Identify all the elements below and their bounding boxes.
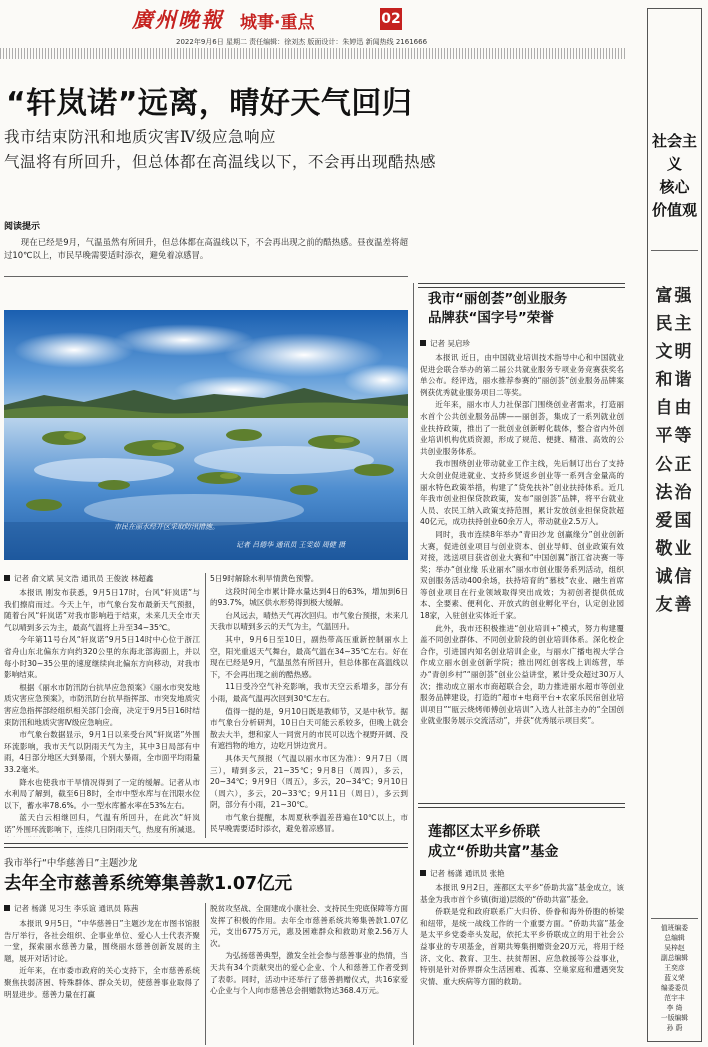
lead-byline: 记者 俞文斌 吴文浩 通讯员 王俊波 林超鑫 (4, 573, 153, 584)
jobs-byline: 记者 吴启珍 (420, 338, 470, 349)
section-title: 城事·重点 (240, 13, 315, 33)
charity-column-1: 本报讯 9月5日，“中华慈善日”主题沙龙在市图书馆报告厅举行，各社会组织、企事业单位、爱心人士代表齐聚一堂，探索丽水慈善力量，围绕丽水慈善创新发展的主题，展开对话讨论。 近年来，在市委市政府的关心支持下，全市慈善系统聚焦扶弱济困、特殊群体、群众关切，使慈善事业取得了明显进步。慈善力量在打赢 (4, 919, 200, 999)
lead-subheadline-2: 气温将有所回升，但总体都在高温线以下，不会再出现酷热感 (4, 153, 437, 171)
column-divider (205, 573, 206, 838)
value-item: 民主 (655, 314, 694, 335)
value-item: 友善 (655, 595, 694, 616)
photo-credit: 记者 吕德华 通讯员 王雯茹 周健 摄 (236, 541, 346, 549)
masthead-divider (0, 48, 625, 59)
value-item: 敬业 (655, 538, 694, 559)
charity-headline: 去年全市慈善系统筹集善款1.07亿元 (4, 874, 293, 894)
core-values-list (648, 282, 701, 619)
jobs-headline: 我市“丽创荟”创业服务 品牌获“国字号”荣誉 (428, 291, 568, 326)
value-item: 诚信 (655, 566, 694, 587)
sidebar-title: 社会主义 核心 价值观 (651, 132, 697, 219)
qiao-headline: 莲都区太平乡侨联 成立“侨助共富”基金 (428, 824, 559, 860)
lead-photo (4, 310, 408, 560)
qiao-byline: 记者 杨潇 通讯员 张艳 (420, 868, 505, 879)
newspaper-logo: 廣州晚報 (132, 7, 224, 32)
charity-byline: 记者 杨潇 见习生 李乐谊 通讯员 陈茜 (4, 903, 138, 914)
section-rule (4, 843, 408, 848)
value-item: 法治 (655, 482, 694, 503)
byline-marker-icon (420, 870, 426, 876)
lead-column-1: 本报讯 刚发布获悉，9月5日17时，台风“轩岚诺”与我们擦肩而过。今天上午，市气象台发布最新天气预报，随着台风“轩岚诺”对我市影响趋于结束，未来几天全市天气以晴到多云为主，最高气温将上升至34~35℃。 今年第11号台风“轩岚诺”9月5日14时中心位于浙江省舟山东北偏东方向约320公里的东海北部海面上，并以每小时30~35公里的速度继续向北偏东方向移动，对我市影响结束。 根据《丽水市防汛防台抗旱应急预案》《丽水市突发地质灾害应急预案》，市防汛防台抗旱指挥部、市突发地质灾害应急指挥部经组织相关部门会商，决定于9月5日16时结束防汛和地质灾害Ⅳ级应急响应。 市气象台数据显示，9月1日以来受台风“轩岚诺”外围环流影响，我市天气以阴雨天气为主，其中3日局部有中雨，4日部分地区大到暴雨，个别大暴雨，全市面平均雨量33.2毫米。 降水也使我市干旱情况得到了一定的缓解。记者从市水利局了解到，截至6日8时，全市中型水库与在汛限水位以下，蓄水率78.6%。小一型水库蓄水率在53%左右。 蓝天白云相继回归，气温有所回升，在此次“轩岚诺”外围环流影响下，连续几日阴雨天气，热度有所减退。 (4, 588, 200, 834)
value-item: 自由 (655, 398, 694, 419)
byline-marker-icon (4, 575, 10, 581)
section-rule (418, 803, 625, 808)
byline-marker-icon (420, 340, 426, 346)
sidebar-divider (651, 918, 698, 919)
value-item: 爱国 (655, 510, 694, 531)
value-item: 公正 (655, 454, 694, 475)
reading-tip-text: 现在已经是9月，气温虽然有所回升，但总体都在高温线以下，不会再出现之前的酷热感。昼夜温差将超过10℃以上，市民早晚需要适时添衣，避免着凉感冒。 (4, 237, 408, 260)
lead-subheadline-1: 我市结束防汛和地质灾害Ⅳ级应急响应 (4, 128, 276, 146)
byline-marker-icon (4, 905, 10, 911)
photo-caption: 市民在丽水经开区采取防汛措施。 (114, 523, 219, 531)
column-divider (205, 903, 206, 1045)
reading-tip-title: 阅读提示 (4, 222, 41, 232)
editor-credits: 值班编委 总编辑 吴梓赵 副总编辑 王奕彦 蓝义荣 编委委员 范宇丰 李 绮 一版编辑 孙 蔚 (660, 924, 689, 1032)
qiao-body: 本报讯 9月2日，莲都区太平乡“侨助共富”基金成立，该基金为我市首个乡镇(街道)层级的“侨助共富”基金。 侨联是党和政府联系广大归侨、侨眷和海外侨胞的桥梁和纽带，是统一战线工作的一个重要方面。“侨助共富”基金是太平乡党委牵头发起，依托太平乡侨联成立的用于社会公益事业的专项基金，首期共筹集捐赠资金20万元，将用于经济、文化、教育、卫生、扶贫帮困、应急救援等公益事业，特别是针对侨界群众生活困难、孤寡、空巢家庭和遭遇突发灾情、重大疾病等方面的救助。 (420, 883, 624, 986)
jobs-body: 本报讯 近日，由中国就业培训技术指导中心和中国就业促进会联合举办的第二届公共就业服务专项业务竞赛获奖名单公布。经评选，丽水推荐参赛的“丽创荟”创业服务品牌案例获优秀就业服务项目二等奖。 近年来，丽水市人力社保部门围绕创业者需求，打造丽水首个公共创业服务品牌——丽创荟，集成了一系列就业创业扶持政策，推出了一批创业创新孵化载体，整合省内外创业培训机构优质资源，形成了规范、便捷、精准、高效的公共创业服务体系。 我市围绕创业带动就业工作主线，先后制订出台了支持大众创业促进就业、支持乡贤返乡创业等一系列含金量高的丽水特色政策举措，构建了“贷免扶补”创业扶持体系。近几年我市创业担保贷款政策，发布“丽创荟”品牌，将平台就业人员、农民工纳入政策支持范围，累计发放创业担保贷款超40亿元，成功扶持创业60余万人，带动就业2.5万人。 同时，我市连续8年举办“青田沙龙 创赢缘分”创业创新大赛，促进创业项目与创业资本、创业导师、创业政策有效对接，选送项目获省创业大赛和“中国创翼”浙江省决赛一等奖；举办“创业缘 乐业丽水”丽水市创业服务系列活动，组织双创服务活动400余场，扶持培育的“慕枝”农业、融生首席等创业项目在行业领域取得突出成效；为初创者提供低成本、全要素、便利化、开放式的创业孵化平台，认定创业园18家，入驻创业实体近千家。 此外，我市还积极推进“创业培训+”模式，努力构建覆盖不同创业群体、不同创业阶段的创业培训体系。深化校企合作，引进国内知名创业培训企业，与丽水广播电视大学合作成立丽水创业创新学院；推出网红创客线上训练营，举办“青创乡村”“丽创荟”创业公益讲堂，累计受众超过30万人次；推动成立丽水市商超联合会，助力推进丽水超市等创业服务品牌建设，打造的“超市+电商平台+农家乐民宿创业培训项目”“瓯云烧烤师傅创业培训”入选人社部主办的“全国创业就业服务展示交流活动”，并获“优秀展示项目奖”。 (420, 353, 624, 726)
sidebar-divider (651, 250, 698, 251)
section-rule (418, 283, 625, 288)
lead-column-2: 5日9时解除水利旱情黄色预警。 这段时间全市累计降水量达到4日的63%，增加到6日的93.7%，城区供水形势得到极大缓解。 台风远去，晴热天气再次回归。市气象台预报，未来几天我市以晴到多云的天气为主，气温回升。 其中，9月6日至10日，副热带高压重新控制丽水上空，阳光重返天气舞台，最高气温在34~35℃左右。好在现在已经是9月，气温虽然有所回升，但总体都在高温线以下，不会再出现之前的酷热感。 11日受冷空气补充影响，我市天空云系增多，部分有小雨，最高气温再次回到30℃左右。 值得一提的是，9月10日既是教师节，又是中秋节。据市气象台分析研判，10日白天可能云系较多，但晚上就会散去大半，想和家人一同赏月的市民可以选个视野开阔、没有遮挡物的地方，边吃月饼边赏月。 具体天气预报（气温以丽水市区为准）：9月7日（周三），晴到多云，21~35℃；9月8日（周四），多云，20~34℃；9月9日（周五），多云，20~34℃；9月10日（周六），多云，20~33℃；9月11日（周日），多云到阴，部分有小雨，21~30℃。 市气象台提醒，本周夏秋季温差普遍在10℃以上，市民早晚需要适时添衣，避免着凉感冒。 (210, 574, 408, 834)
value-item: 文明 (655, 342, 694, 363)
lead-headline: “轩岚诺”远离，晴好天气回归 (6, 86, 413, 121)
charity-column-2: 脱贫攻坚战、全面建成小康社会、支持民生兜底保障等方面发挥了积极的作用。去年全市慈善系统共筹集善款1.07亿元，支出6775万元，惠及困难群众和救助对象2.56万人次。 为弘扬慈善典型，激发全社会参与慈善事业的热情，当天共有34个贡献突出的爱心企业、个人和慈善工作者受到了表彰。同时，活动中还举行了慈善捐赠仪式，共16家爱心企业与个人向市慈善总会捐赠款物达368.4万元。 (210, 904, 408, 996)
issue-info-line: 2022年9月6日 星期二 责任编辑：徐刘杰 版面设计：朱婷迅 新闻热线 2161666 (176, 38, 428, 46)
page-number-badge: 02 (380, 8, 402, 30)
value-item: 平等 (655, 426, 694, 447)
charity-kicker: 我市举行“中华慈善日”主题沙龙 (4, 858, 138, 869)
value-item: 和谐 (655, 370, 694, 391)
value-item: 富强 (655, 286, 694, 306)
column-divider (413, 283, 414, 1045)
reading-tip-rule (4, 276, 408, 277)
